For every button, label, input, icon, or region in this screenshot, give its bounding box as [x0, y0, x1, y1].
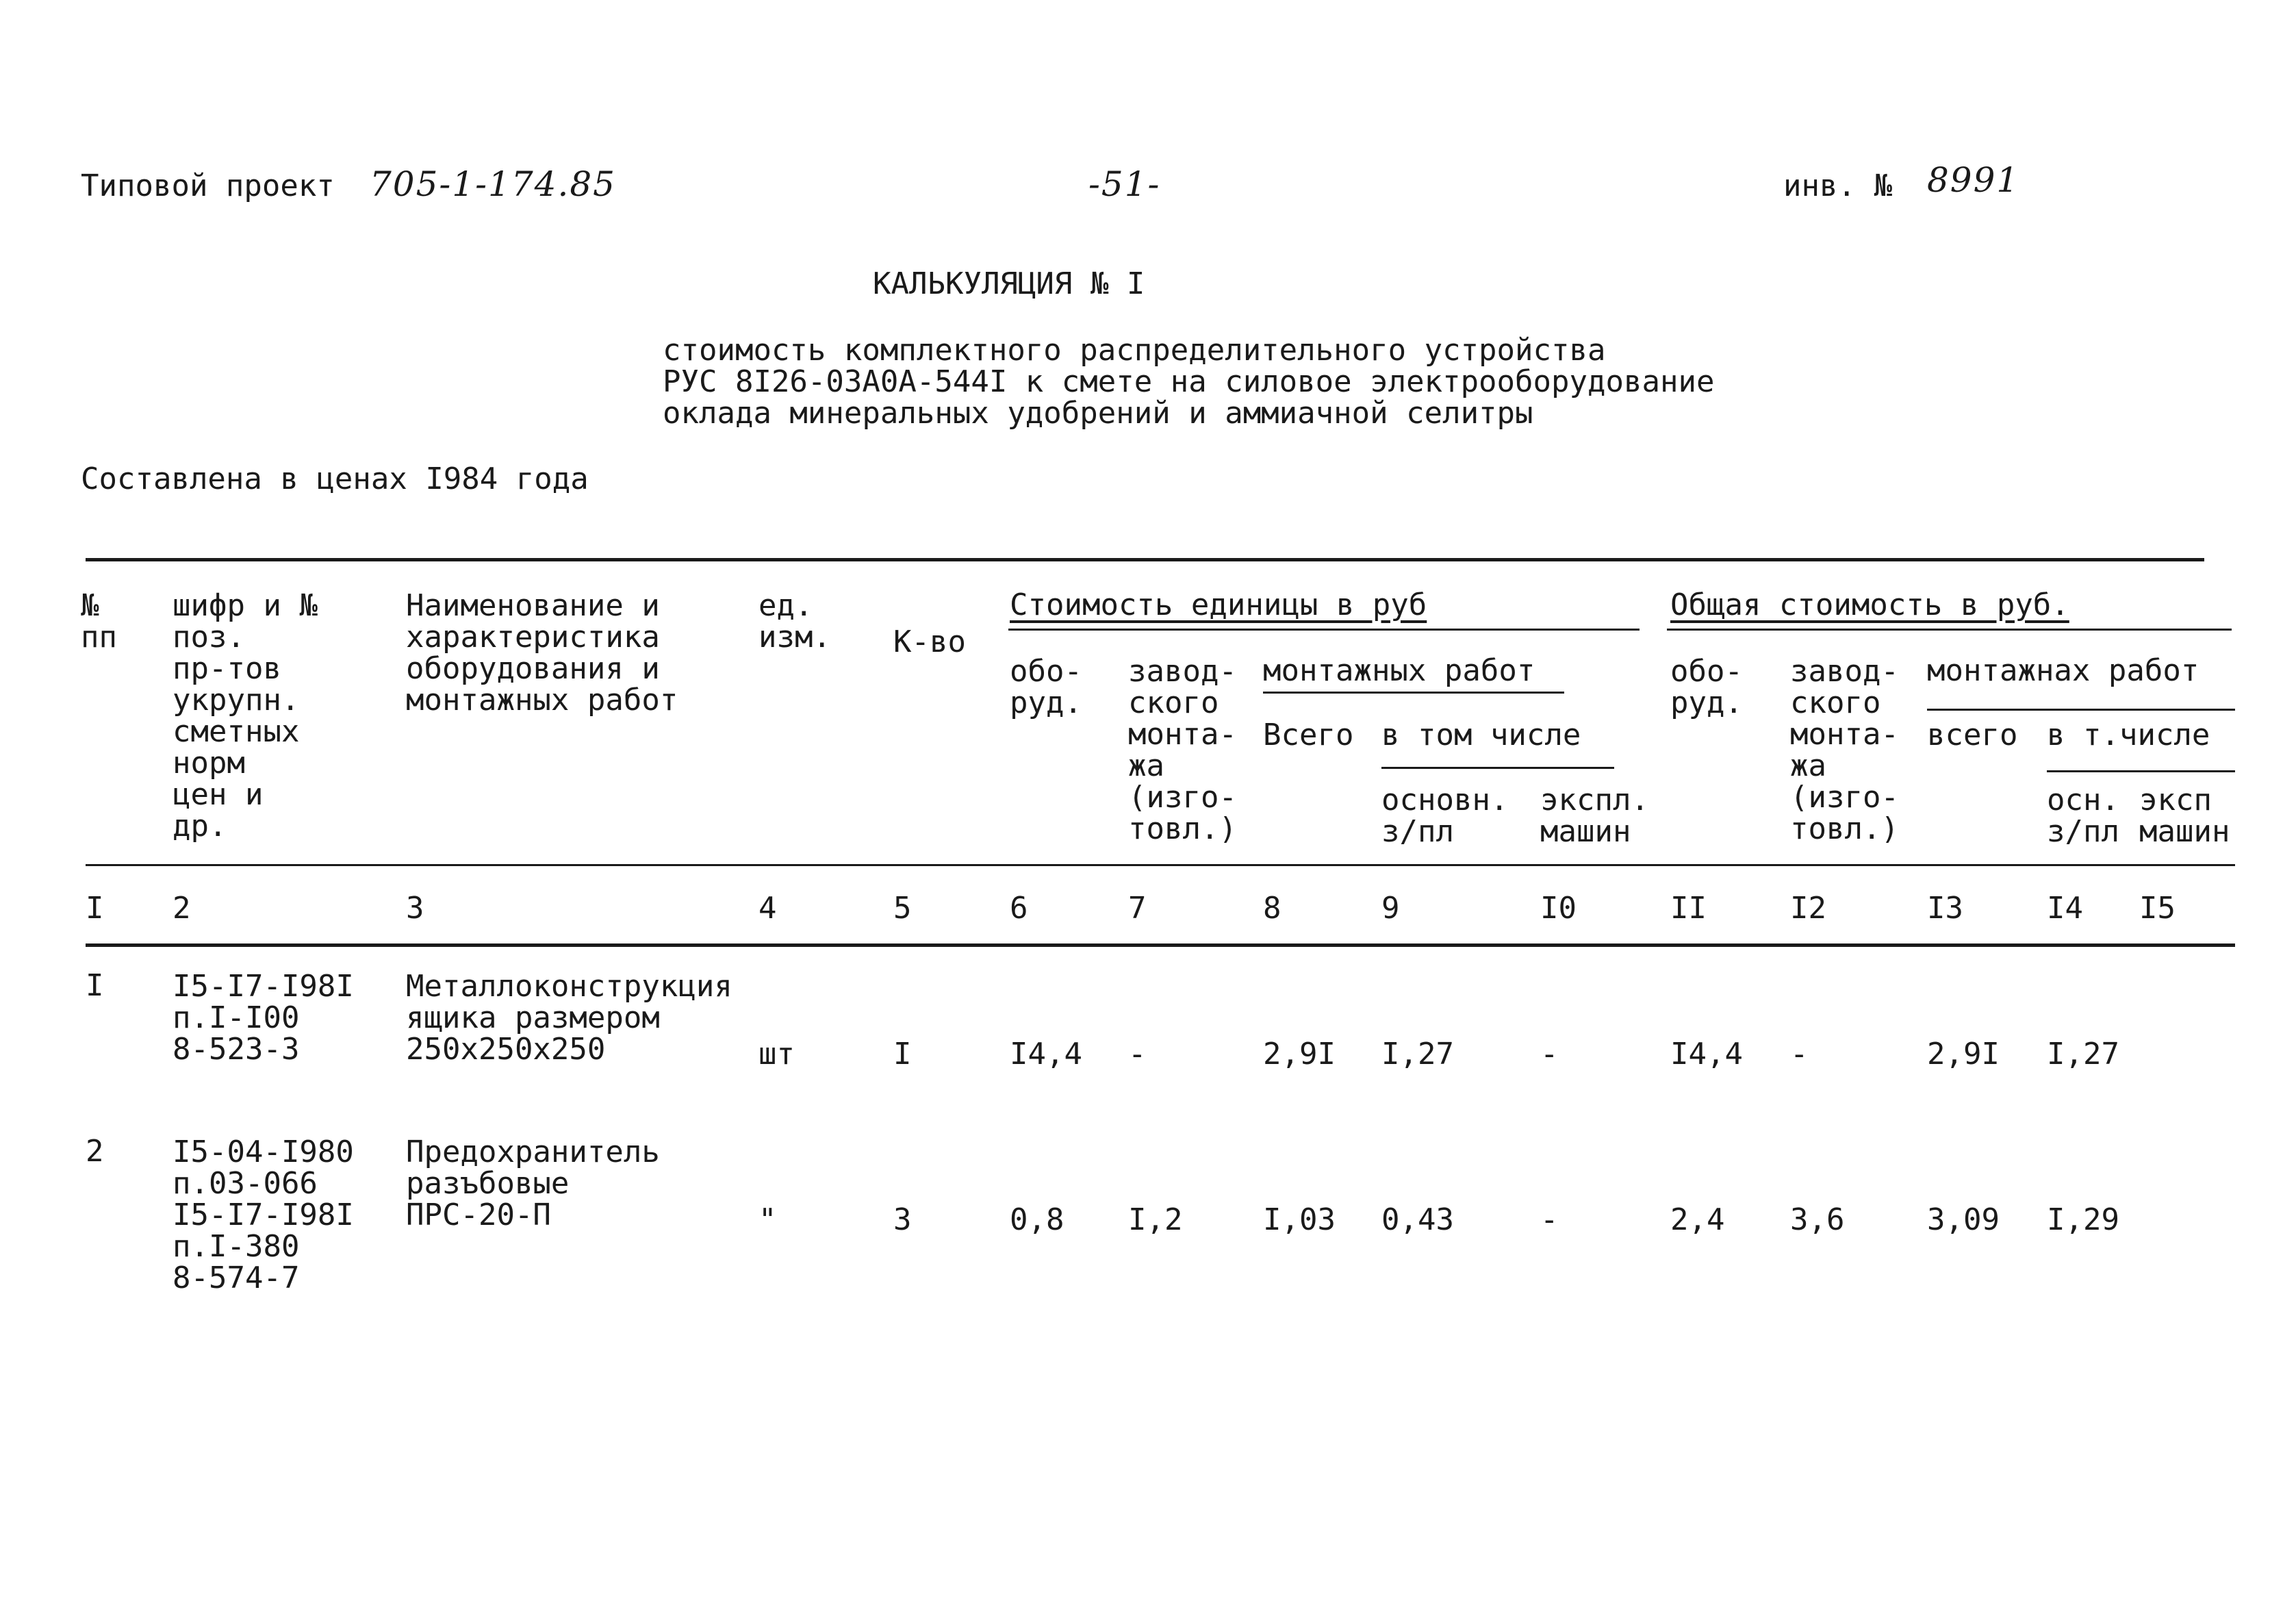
table-row-2-total-equip: 2,4 [1670, 1202, 1725, 1237]
table-row-1-unit: шт [758, 1037, 795, 1072]
table-row-2-basic: 0,43 [1381, 1202, 1454, 1237]
column-number-2: 2 [173, 891, 191, 926]
column-number-15: I5 [2139, 891, 2176, 926]
table-row-1-total-mount: 2,9I [1927, 1037, 2000, 1072]
column-number-4: 4 [758, 891, 777, 926]
table-row-1-name: Металлоконструкция ящика размером 250х250х250 [406, 969, 732, 1067]
header-num: № пп [81, 588, 117, 655]
table-row-1-basic: I,27 [1381, 1037, 1454, 1072]
header-factory: завод- ского монта- жа (изго- товл.) [1128, 654, 1237, 846]
mount-works-rule [1263, 692, 1564, 694]
header-total-cost-group: Общая стоимость в руб. [1670, 587, 2069, 622]
table-row-2-total-basic: I,29 [2047, 1202, 2119, 1237]
incl-short-rule [2047, 770, 2235, 772]
table-row-2-equip: 0,8 [1010, 1202, 1064, 1237]
table-row-2-unit: " [758, 1202, 777, 1237]
table-row-2-total-factory: 3,6 [1790, 1202, 1845, 1237]
table-row-1-mount-total: 2,9I [1263, 1037, 1336, 1072]
header-total-equip: обо- руд. [1670, 654, 1743, 720]
header-incl-short: в т.числе [2047, 718, 2210, 752]
table-row-1-total-factory: - [1790, 1037, 1809, 1072]
header-unit: ед. изм. [758, 588, 831, 655]
column-number-13: I3 [1927, 891, 1963, 926]
column-number-9: 9 [1381, 891, 1400, 926]
table-row-1-total-basic: I,27 [2047, 1037, 2119, 1072]
mount-works-total-rule [1927, 709, 2235, 711]
header-bottom-rule [86, 864, 2235, 866]
subject-line-2: РУС 8I26-03А0А-544I к смете на силовое электрооборудование [663, 364, 1715, 399]
column-number-7: 7 [1128, 891, 1147, 926]
column-number-11: II [1670, 891, 1707, 926]
unit-cost-group-rule [1008, 629, 1640, 631]
header-total: Всего [1263, 718, 1354, 752]
table-row-2-qty: 3 [893, 1202, 912, 1237]
project-label: Типовой проект [81, 168, 335, 203]
header-total-factory: завод- ского монта- жа (изго- товл.) [1790, 654, 1899, 846]
header-mount-works-total: монтажнах работ [1927, 653, 2199, 688]
header-mount-works: монтажных работ [1263, 653, 1535, 688]
header-unit-cost-group: Стоимость единицы в руб [1010, 587, 1427, 622]
table-row-1-total-equip: I4,4 [1670, 1037, 1743, 1072]
table-row-2-total-mount: 3,09 [1927, 1202, 2000, 1237]
incl-rule [1381, 767, 1614, 769]
header-machines: экспл. машин [1540, 783, 1649, 849]
table-row-1-machines: - [1540, 1037, 1559, 1072]
column-number-10: I0 [1540, 891, 1577, 926]
table-row-1-factory: - [1128, 1037, 1147, 1072]
header-equip: обо- руд. [1010, 654, 1082, 720]
table-row-2-factory: I,2 [1128, 1202, 1183, 1237]
header-incl: в том числе [1381, 718, 1581, 752]
table-top-rule [86, 558, 2204, 561]
column-number-8: 8 [1263, 891, 1281, 926]
column-number-12: I2 [1790, 891, 1826, 926]
column-number-5: 5 [893, 891, 912, 926]
table-row-2-num: 2 [86, 1134, 104, 1169]
header-name: Наименование и характеристика оборудования и монтажных работ [406, 588, 678, 718]
column-number-3: 3 [406, 891, 424, 926]
subject-line-3: оклада минеральных удобрений и аммиачной селитры [663, 396, 1533, 431]
header-code: шифр и № поз. пр-тов укрупн. сметных норм цен и др. [173, 588, 318, 844]
project-number: 705-1-174.85 [370, 164, 616, 204]
inventory-label: инв. № [1783, 168, 1892, 203]
table-row-2-code: I5-04-I980 п.03-066 I5-I7-I98I п.I-380 8-574-7 [173, 1135, 354, 1295]
header-basic-short: осн. з/пл [2047, 783, 2119, 849]
column-number-14: I4 [2047, 891, 2083, 926]
header-basic: основн. з/пл [1381, 783, 1509, 849]
table-row-1-num: I [86, 968, 104, 1003]
header-machines-short: эксп машин [2139, 783, 2230, 849]
table-row-1-equip: I4,4 [1010, 1037, 1082, 1072]
calculation-title: КАЛЬКУЛЯЦИЯ № I [873, 266, 1145, 301]
page-number: -51- [1088, 164, 1161, 204]
header-total-lc: всего [1927, 718, 2018, 752]
column-number-1: I [86, 891, 104, 926]
header-qty: К-во [893, 624, 966, 659]
total-cost-group-rule [1667, 629, 2232, 631]
column-numbers-rule [86, 943, 2235, 947]
table-row-2-machines: - [1540, 1202, 1559, 1237]
inventory-number: 8991 [1927, 160, 2020, 200]
table-row-1-code: I5-I7-I98I п.I-I00 8-523-3 [173, 969, 354, 1067]
prices-year-line: Составлена в ценах I984 года [81, 461, 589, 496]
table-row-2-mount-total: I,03 [1263, 1202, 1336, 1237]
column-number-6: 6 [1010, 891, 1028, 926]
subject-line-1: стоимость комплектного распределительного устройства [663, 333, 1606, 368]
table-row-1-qty: I [893, 1037, 912, 1072]
table-row-2-name: Предохранитель разъбовые ПРС-20-П [406, 1135, 660, 1232]
